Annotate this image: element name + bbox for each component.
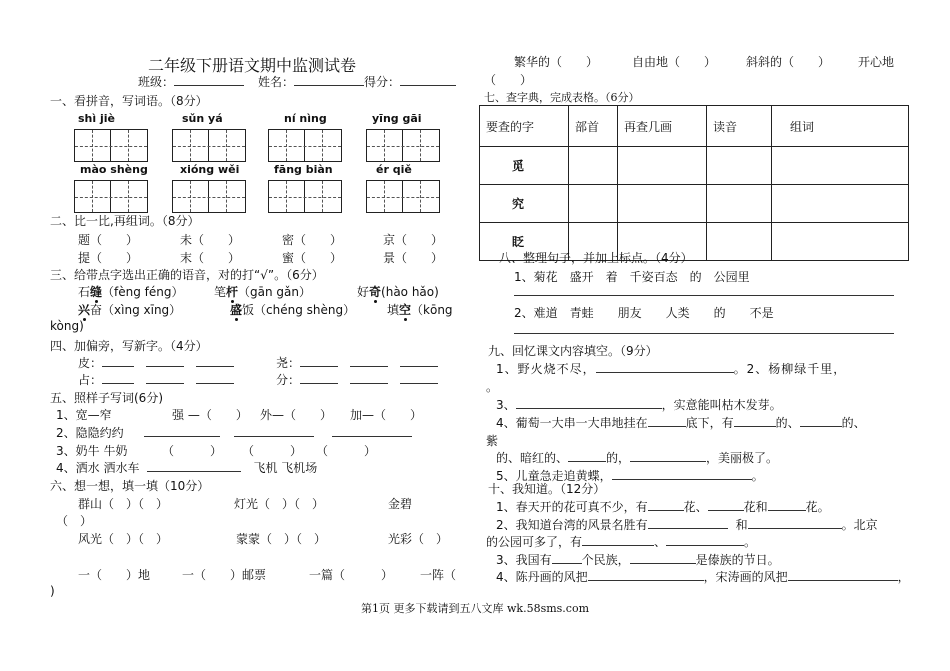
pinyin-5: mào shèng: [80, 163, 148, 176]
fill-item: 群山（ ）（ ）: [78, 497, 169, 511]
pronunciation-item: 盛饭（chéng shèng）: [230, 303, 356, 317]
fill-item: 一阵（: [420, 568, 457, 582]
section-1-heading: 一、看拼音，写词语。（8分）: [50, 94, 208, 108]
writing-grid[interactable]: [366, 180, 440, 213]
fill-item: 光彩（ ）: [388, 532, 449, 546]
recall-item: 5、儿童急走追黄蝶， 。: [496, 469, 764, 483]
pinyin-3: ní nìng: [284, 112, 327, 125]
fill-item: 开心地: [858, 55, 895, 69]
table-header: 组词: [772, 106, 909, 147]
fill-item: 风光（ ）（ ）: [78, 532, 169, 546]
section-7-heading: 七、查字典，完成表格。（6分）: [484, 91, 640, 104]
recall-item: 。: [486, 380, 499, 394]
page-footer: 第1页 更多下载请到五八文库 wk.58sms.com: [361, 602, 589, 615]
fill-item: 一（ ）地: [78, 568, 151, 582]
pattern-item: 1、宽—窄: [56, 408, 112, 422]
lookup-char: 究: [480, 185, 569, 223]
writing-grid[interactable]: [268, 129, 342, 162]
recall-item: 紫: [486, 434, 499, 448]
compare-word: 京（ ）: [383, 233, 444, 247]
table-header: 再查几画: [618, 106, 707, 147]
table-cell[interactable]: [618, 185, 707, 223]
pattern-item: 2、隐隐约约: [56, 424, 412, 441]
section-6-heading: 六、想一想，填一填（10分）: [50, 479, 210, 493]
pattern-item: （ ）: [316, 444, 377, 458]
section-10-heading: 十、我知道。（12分）: [488, 482, 606, 496]
section-2-heading: 二、比一比,再组词。（8分）: [50, 214, 200, 228]
table-cell[interactable]: [707, 223, 772, 261]
fill-item: （ ）: [484, 73, 533, 87]
knowledge-item: 1、春天开的花可真不少，有 花、 花和 花。: [496, 500, 830, 514]
table-cell[interactable]: [772, 223, 909, 261]
fill-item: 金碧: [388, 497, 413, 511]
score-label: 得分：: [364, 73, 456, 90]
fill-item: 灯光（ ）（ ）: [234, 497, 325, 511]
writing-grid[interactable]: [268, 180, 342, 213]
compare-word: 末（ ）: [180, 251, 241, 265]
fill-item: 斜斜的（ ）: [746, 55, 831, 69]
pattern-item: 3、奶牛 牛奶: [56, 444, 128, 458]
knowledge-item: 4、陈丹画的风把 ，宋涛画的风把 ，: [496, 570, 910, 584]
recall-item: 4、葡萄一大串一大串地挂在 底下，有 的、 的、: [496, 416, 866, 430]
fill-item: ): [50, 584, 55, 598]
pattern-item: 4、洒水 洒水车 飞机 飞机场: [56, 461, 318, 475]
pattern-item: 加—（ ）: [350, 408, 423, 422]
answer-line[interactable]: [514, 333, 894, 334]
section-5-heading: 五、照样子写词(6分): [50, 391, 163, 405]
table-row: [480, 147, 909, 185]
pinyin-2: sǔn yá: [182, 112, 223, 125]
table-header: 读音: [707, 106, 772, 147]
section-8-heading: 八、整理句子，并加上标点。（4分）: [499, 251, 693, 265]
pattern-item: （ ）: [162, 444, 223, 458]
table-header: 要查的字: [480, 106, 569, 147]
radical-item: 皮：: [78, 354, 234, 371]
compare-word: 景（ ）: [383, 251, 444, 265]
dictionary-table: [479, 105, 909, 261]
compare-word: 蜜（ ）: [282, 251, 343, 265]
knowledge-item: 的公园可多了，有 、 。: [486, 535, 757, 549]
recall-item: 3、 ，实意能叫枯木发芽。: [496, 398, 782, 412]
pinyin-6: xióng wěi: [180, 163, 240, 176]
table-cell[interactable]: [707, 147, 772, 185]
radical-item: 分：: [276, 371, 438, 388]
radical-item: 尧：: [276, 354, 438, 371]
table-cell[interactable]: [772, 147, 909, 185]
page-title: 二年级下册语文期中监测试卷: [148, 56, 357, 75]
compare-word: 密（ ）: [282, 233, 343, 247]
writing-grid[interactable]: [366, 129, 440, 162]
table-header: 部首: [569, 106, 618, 147]
compare-word: 提（ ）: [78, 251, 139, 265]
table-cell[interactable]: [618, 147, 707, 185]
sentence-item: 2、难道 青蛙 朋友 人类 的 不是: [514, 306, 774, 320]
table-cell[interactable]: [569, 185, 618, 223]
fill-item: （ ）: [56, 514, 93, 528]
pronunciation-item: 石缝（fèng féng）: [78, 285, 184, 299]
pattern-item: （ ）: [242, 444, 303, 458]
pattern-item: 强 —（ ）: [172, 408, 248, 422]
recall-item: 的、暗红的、 的， ，美丽极了。: [496, 451, 779, 465]
section-9-heading: 九、回忆课文内容填空。（9分）: [488, 344, 658, 358]
class-label: 班级：: [138, 73, 244, 90]
table-cell[interactable]: [569, 147, 618, 185]
fill-item: 自由地（ ）: [632, 55, 717, 69]
answer-line[interactable]: [514, 295, 894, 296]
fill-item: 繁华的（ ）: [514, 55, 599, 69]
pattern-item: 外—（ ）: [260, 408, 333, 422]
pinyin-1: shì jiè: [78, 112, 115, 125]
knowledge-item: 2、我知道台湾的风景名胜有 和 。北京: [496, 518, 878, 532]
pinyin-4: yīng gāi: [372, 112, 422, 125]
fill-item: 一篇（ ）: [309, 568, 394, 582]
writing-grid[interactable]: [74, 129, 148, 162]
lookup-char: 眨: [480, 223, 569, 261]
pinyin-8: ér qiě: [376, 163, 412, 176]
writing-grid[interactable]: [172, 129, 246, 162]
fill-item: 蒙蒙（ ）（ ）: [236, 532, 327, 546]
name-label: 姓名：: [258, 73, 364, 90]
sentence-item: 1、菊花 盛开 着 千姿百态 的 公园里: [514, 270, 750, 284]
section-4-heading: 四、加偏旁，写新字。（4分）: [50, 339, 208, 353]
knowledge-item: 3、我国有 个民族， 是傣族的节日。: [496, 553, 780, 567]
compare-word: 题（ ）: [78, 233, 139, 247]
pronunciation-item: 笔杆（gān gǎn）: [214, 285, 311, 299]
table-cell[interactable]: [772, 185, 909, 223]
pronunciation-item: 填空（kōng: [387, 303, 453, 317]
pronunciation-item-cont: kòng): [50, 319, 84, 333]
table-cell[interactable]: [707, 185, 772, 223]
recall-item: 1、野火烧不尽， 。2、杨柳绿千里，: [496, 362, 847, 376]
radical-item: 占：: [78, 371, 234, 388]
table-row: [480, 185, 909, 223]
section-3-heading: 三、给带点字选出正确的语音，对的打“√”。（6分）: [50, 268, 324, 282]
pronunciation-item: 兴奋（xìng xīng）: [78, 303, 182, 317]
compare-word: 未（ ）: [180, 233, 241, 247]
pronunciation-item: 好奇(hào hǎo): [357, 285, 439, 299]
writing-grid[interactable]: [74, 180, 148, 213]
lookup-char: 觅: [480, 147, 569, 185]
pinyin-7: fāng biàn: [274, 163, 333, 176]
fill-item: 一（ ）邮票: [182, 568, 267, 582]
writing-grid[interactable]: [172, 180, 246, 213]
